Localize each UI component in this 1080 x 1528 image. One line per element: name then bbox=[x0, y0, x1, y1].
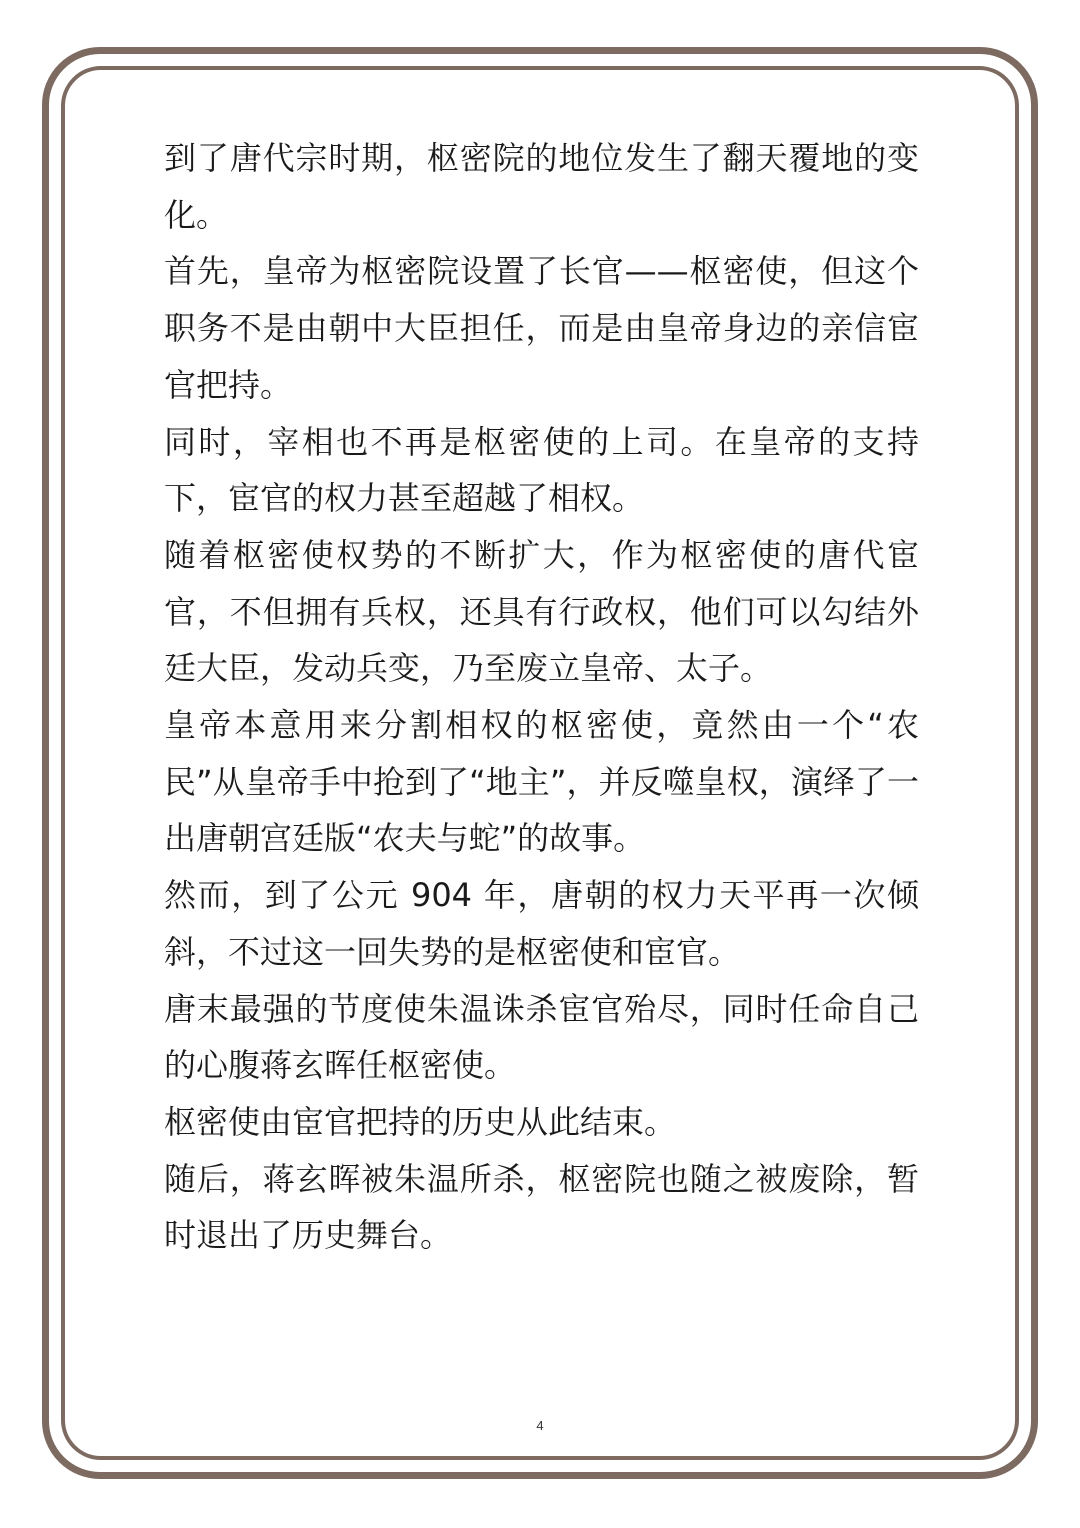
article-body bbox=[164, 130, 919, 1264]
paragraph-6: 然而，到了公元 904 年，唐朝的权力天平再一次倾斜，不过这一回失势的是枢密使和宦官。 bbox=[164, 876, 919, 971]
paragraph-5: 皇帝本意用来分割相权的枢密使，竟然由一个“农民”从皇帝手中抢到了“地主”，并反噬皇权，演绎了一出唐朝宫廷版“农夫与蛇”的故事。 bbox=[164, 706, 919, 858]
page-number: 4 bbox=[536, 1418, 544, 1433]
paragraph-8: 枢密使由宦官把持的历史从此结束。 bbox=[164, 1102, 677, 1141]
paragraph-9: 随后，蒋玄晖被朱温所杀，枢密院也随之被废除，暂时退出了历史舞台。 bbox=[164, 1159, 919, 1255]
paragraph-7: 唐末最强的节度使朱温诛杀宦官殆尽，同时任命自己的心腹蒋玄晖任枢密使。 bbox=[164, 989, 919, 1085]
paragraph-1: 到了唐代宗时期，枢密院的地位发生了翻天覆地的变化。 bbox=[164, 139, 919, 234]
paragraph-2: 首先，皇帝为枢密院设置了长官——枢密使，但这个职务不是由朝中大臣担任，而是由皇帝身边的亲信宦官把持。 bbox=[164, 252, 919, 404]
paragraph-3: 同时，宰相也不再是枢密使的上司。在皇帝的支持下，宦官的权力甚至超越了相权。 bbox=[164, 422, 919, 518]
paragraph-4: 随着枢密使权势的不断扩大，作为枢密使的唐代宦官，不但拥有兵权，还具有行政权，他们可以勾结外廷大臣，发动兵变，乃至废立皇帝、太子。 bbox=[164, 535, 919, 688]
